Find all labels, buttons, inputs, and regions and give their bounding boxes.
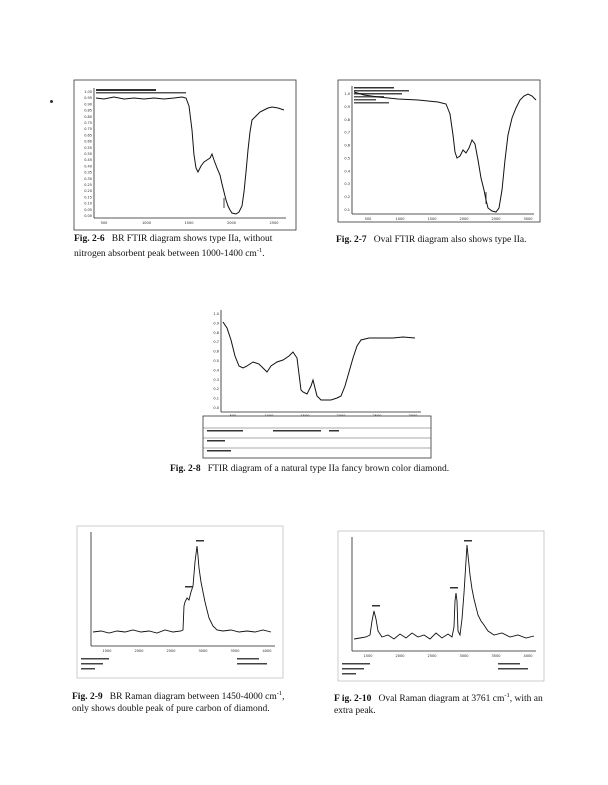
y-tick-label: 0.5: [213, 359, 219, 363]
y-tick-label: 0.1: [213, 396, 219, 401]
x-tick-label: 3500: [491, 654, 501, 658]
y-tick-label: 0.75: [84, 121, 92, 125]
y-tick-label: 0.10: [84, 201, 92, 206]
y-tick-label: 0.4: [344, 169, 350, 174]
x-tick-label: 2000: [395, 654, 405, 658]
caption-text: Oval Raman diagram at 3761 cm: [378, 694, 505, 705]
footer-text-block: [342, 668, 364, 670]
y-tick-label: 0.20: [84, 189, 92, 194]
footer-text-block: [342, 663, 370, 665]
y-tick-label: 0.80: [84, 114, 92, 119]
scan-speck: [50, 100, 53, 103]
x-tick-label: 3000: [198, 649, 208, 653]
y-tick-label: 1.0: [213, 312, 219, 316]
y-tick-label: 0.7: [213, 340, 219, 345]
caption-text: extra peak.: [334, 706, 376, 717]
y-tick-label: 0.8: [344, 117, 350, 122]
x-tick-label: 2000: [459, 217, 469, 221]
caption-text: nitrogen absorbent peak between 1000-1400 cm: [74, 249, 257, 260]
table-text-block: [329, 430, 339, 432]
figure-2-10: [338, 531, 544, 681]
figure-number: Fig. 2-9: [72, 692, 103, 703]
footer-text-block: [498, 668, 528, 670]
y-tick-label: 0.00: [84, 214, 92, 218]
y-tick-label: 0.5: [344, 156, 350, 161]
caption-text: Oval FTIR diagram also shows type IIa.: [373, 235, 527, 245]
y-tick-label: 0.85: [84, 108, 92, 113]
footer-text-block: [81, 668, 95, 670]
table-text-block: [207, 430, 243, 432]
y-tick-label: 0.6: [344, 143, 350, 148]
raman-chart-oval: [338, 531, 544, 681]
y-tick-label: 0.45: [84, 158, 92, 163]
x-tick-label: 1000: [395, 217, 405, 221]
table-text-block: [207, 450, 231, 452]
figure-number: Fig. 2-8: [170, 464, 201, 474]
caption-fig-2-7: [336, 234, 566, 246]
x-tick-label: 1500: [427, 217, 437, 221]
y-tick-label: 0.95: [84, 96, 92, 101]
x-tick-label: 2500: [427, 654, 437, 658]
superscript: -1: [276, 690, 283, 697]
y-tick-label: 0.35: [84, 170, 92, 175]
x-tick-label: 3000: [459, 654, 469, 658]
figure-2-9: [77, 526, 283, 678]
y-tick-label: 0.60: [84, 139, 92, 144]
peak-label-block: [196, 540, 204, 542]
y-tick-label: 0.4: [213, 368, 219, 373]
footer-text-block: [81, 658, 109, 660]
caption-text: BR FTIR diagram shows type IIa, without: [111, 234, 273, 244]
chart-frame: [74, 80, 296, 230]
footer-text-block: [237, 663, 267, 665]
x-tick-label: 2500: [269, 221, 279, 225]
chart-frame: [77, 526, 283, 678]
y-tick-label: 0.2: [344, 195, 350, 200]
y-tick-label: 0.25: [84, 183, 92, 187]
peak-label-block: [372, 605, 380, 607]
footer-text-block: [342, 673, 356, 675]
x-tick-label: 1000: [142, 221, 151, 225]
header-text-block: [354, 90, 409, 92]
y-tick-label: 1.0: [344, 92, 350, 96]
y-tick-label: 0.9: [344, 104, 350, 109]
caption-fig-2-8: [170, 463, 470, 475]
ftir-chart-br: [74, 80, 296, 230]
y-tick-label: 0.7: [344, 130, 350, 135]
footer-text-block: [81, 663, 103, 665]
x-tick-label: 2000: [134, 649, 144, 653]
y-tick-label: 0.50: [84, 152, 92, 156]
caption-text: FTIR diagram of a natural type IIa fancy brown color diamond.: [207, 464, 450, 474]
x-tick-label: 500: [100, 221, 108, 225]
info-table: [203, 416, 431, 458]
header-text-block: [354, 87, 394, 89]
y-tick-label: 0.9: [213, 321, 219, 326]
x-tick-label: 1500: [102, 649, 112, 653]
y-tick-labels: [213, 312, 219, 410]
caption-fig-2-6: [74, 233, 306, 260]
header-text-block: [96, 89, 156, 91]
peak-label-block: [450, 587, 458, 589]
x-tick-label: 3000: [523, 217, 533, 221]
peak-label-block: [185, 586, 193, 588]
figure-number: F ig. 2-10: [334, 694, 372, 705]
superscript: -1: [504, 692, 510, 699]
x-tick-label: 2500: [166, 649, 176, 653]
x-tick-label: 2000: [227, 221, 236, 225]
y-tick-label: 1.00: [84, 90, 92, 94]
x-tick-label: 3500: [230, 649, 240, 653]
footer-text-block: [498, 663, 520, 665]
chart-frame: [338, 531, 544, 681]
footer-text-block: [237, 658, 259, 660]
y-tick-label: 0.6: [213, 349, 219, 354]
figure-2-6: [74, 80, 296, 230]
caption-text: , with an: [509, 694, 543, 705]
figure-number: Fig. 2-6: [74, 234, 105, 244]
x-tick-label: 4000: [262, 649, 272, 653]
raman-chart-br: [77, 526, 283, 678]
y-tick-label: 0.30: [84, 176, 92, 181]
peak-label-block: [464, 540, 472, 542]
table-text-block: [207, 440, 225, 442]
x-tick-label: 1500: [184, 221, 194, 225]
ftir-spectrum-line: [223, 322, 415, 400]
y-tick-label: 0.2: [213, 387, 219, 392]
y-tick-label: 0.55: [84, 145, 92, 150]
caption-text: .: [262, 249, 265, 260]
caption-text: BR Raman diagram between 1450-4000 cm: [109, 692, 277, 703]
header-text-block: [96, 92, 186, 94]
superscript: -1: [256, 247, 263, 254]
x-tick-label: 500: [364, 217, 372, 221]
x-tick-label: 4000: [523, 654, 533, 658]
caption-text: only shows double peak of pure carbon of diamond.: [72, 704, 270, 715]
ftir-chart-oval: [338, 80, 540, 222]
y-tick-label: 0.05: [84, 207, 92, 212]
caption-fig-2-9: [72, 688, 312, 715]
x-tick-label: 2500: [491, 217, 501, 221]
caption-fig-2-10: [334, 690, 574, 717]
y-tick-label: 0.15: [84, 195, 92, 200]
y-tick-label: 0.1: [344, 208, 350, 212]
y-tick-label: 0.0: [213, 406, 219, 410]
y-tick-label: 0.40: [84, 164, 92, 169]
y-tick-labels: [84, 90, 92, 218]
header-text-block: [354, 102, 389, 104]
y-tick-label: 0.3: [344, 182, 350, 187]
figure-2-8: [203, 300, 431, 458]
table-text-block: [273, 430, 321, 432]
caption-text: ,: [282, 692, 285, 703]
header-text-block: [354, 99, 376, 101]
figure-2-7: [338, 80, 540, 222]
chart-frame: [338, 80, 540, 222]
y-tick-label: 0.8: [213, 330, 219, 335]
y-tick-label: 0.3: [213, 377, 219, 382]
y-tick-label: 0.70: [84, 127, 92, 132]
ftir-chart-brown: [203, 300, 431, 458]
y-tick-label: 0.90: [84, 102, 92, 107]
y-tick-label: 0.65: [84, 133, 92, 138]
figure-number: Fig. 2-7: [336, 235, 367, 245]
x-tick-label: 1500: [363, 654, 373, 658]
